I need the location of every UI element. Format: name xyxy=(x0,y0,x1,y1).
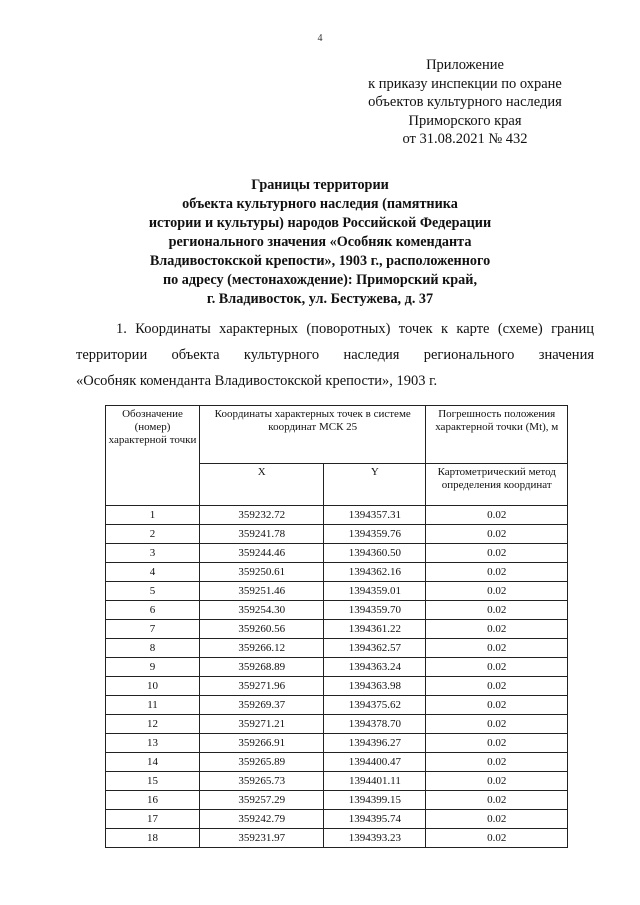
point-number-cell: 14 xyxy=(106,753,200,772)
x-cell: 359241.78 xyxy=(200,525,324,544)
error-cell: 0.02 xyxy=(426,677,568,696)
point-number-cell: 12 xyxy=(106,715,200,734)
table-row xyxy=(106,639,568,658)
x-cell: 359251.46 xyxy=(200,582,324,601)
coordinates-table xyxy=(105,405,568,848)
title-line: истории и культуры) народов Российской Федерации xyxy=(148,215,492,231)
error-cell: 0.02 xyxy=(426,601,568,620)
point-number-cell: 5 xyxy=(106,582,200,601)
table-row xyxy=(106,620,568,639)
y-cell: 1394363.98 xyxy=(324,677,426,696)
y-cell: 1394362.16 xyxy=(324,563,426,582)
table-row xyxy=(106,715,568,734)
table-row xyxy=(106,791,568,810)
x-cell: 359260.56 xyxy=(200,620,324,639)
paragraph-line: 1. Координаты характерных (поворотных) точек к карте (схеме) границ xyxy=(116,321,594,337)
x-cell: 359250.61 xyxy=(200,563,324,582)
error-cell: 0.02 xyxy=(426,810,568,829)
point-number-cell: 6 xyxy=(106,601,200,620)
point-number-cell: 17 xyxy=(106,810,200,829)
error-cell: 0.02 xyxy=(426,506,568,525)
table-row xyxy=(106,829,568,848)
x-cell: 359257.29 xyxy=(200,791,324,810)
point-number-cell: 13 xyxy=(106,734,200,753)
appendix-block xyxy=(340,56,590,149)
header-point-number: Обозначение (номер) характерной точки xyxy=(106,406,200,506)
header-coordinates: Координаты характерных точек в системе координат МСК 25 xyxy=(200,406,426,464)
error-cell: 0.02 xyxy=(426,791,568,810)
y-cell: 1394362.57 xyxy=(324,639,426,658)
y-cell: 1394401.11 xyxy=(324,772,426,791)
point-number-cell: 18 xyxy=(106,829,200,848)
header-error: Погрешность положения характерной точки (Mt), м xyxy=(426,406,568,464)
x-cell: 359266.91 xyxy=(200,734,324,753)
table-row xyxy=(106,810,568,829)
y-cell: 1394395.74 xyxy=(324,810,426,829)
title-line: Границы территории xyxy=(251,177,389,193)
y-cell: 1394399.15 xyxy=(324,791,426,810)
y-cell: 1394393.23 xyxy=(324,829,426,848)
error-cell: 0.02 xyxy=(426,563,568,582)
x-cell: 359271.21 xyxy=(200,715,324,734)
error-cell: 0.02 xyxy=(426,544,568,563)
table-row xyxy=(106,544,568,563)
table-row xyxy=(106,506,568,525)
y-cell: 1394396.27 xyxy=(324,734,426,753)
error-cell: 0.02 xyxy=(426,696,568,715)
title-line: регионального значения «Особняк коменданта xyxy=(168,234,472,250)
document-title xyxy=(60,176,580,309)
error-cell: 0.02 xyxy=(426,715,568,734)
table-body xyxy=(106,506,568,848)
title-line: по адресу (местонахождение): Приморский край, xyxy=(162,272,477,288)
appendix-line: от 31.08.2021 № 432 xyxy=(402,131,528,147)
x-cell: 359244.46 xyxy=(200,544,324,563)
y-cell: 1394359.76 xyxy=(324,525,426,544)
point-number-cell: 8 xyxy=(106,639,200,658)
x-cell: 359268.89 xyxy=(200,658,324,677)
error-cell: 0.02 xyxy=(426,734,568,753)
point-number-cell: 4 xyxy=(106,563,200,582)
header-y: Y xyxy=(324,464,426,506)
title-line: Владивостокской крепости», 1903 г., расположенного xyxy=(149,253,491,269)
table-row xyxy=(106,734,568,753)
error-cell: 0.02 xyxy=(426,639,568,658)
table-row xyxy=(106,772,568,791)
x-cell: 359266.12 xyxy=(200,639,324,658)
y-cell: 1394359.70 xyxy=(324,601,426,620)
header-x: X xyxy=(200,464,324,506)
appendix-line: к приказу инспекции по охране xyxy=(368,75,562,92)
point-number-cell: 16 xyxy=(106,791,200,810)
x-cell: 359242.79 xyxy=(200,810,324,829)
y-cell: 1394359.01 xyxy=(324,582,426,601)
header-method: Картометрический метод определения координат xyxy=(426,464,568,506)
x-cell: 359265.89 xyxy=(200,753,324,772)
error-cell: 0.02 xyxy=(426,582,568,601)
x-cell: 359254.30 xyxy=(200,601,324,620)
table-row xyxy=(106,525,568,544)
point-number-cell: 3 xyxy=(106,544,200,563)
paragraph-line: «Особняк коменданта Владивостокской крепости», 1903 г. xyxy=(76,373,438,389)
title-line: объекта культурного наследия (памятника xyxy=(182,196,458,212)
x-cell: 359265.73 xyxy=(200,772,324,791)
intro-paragraph xyxy=(76,316,594,394)
page-number: 4 xyxy=(317,33,323,44)
x-cell: 359271.96 xyxy=(200,677,324,696)
error-cell: 0.02 xyxy=(426,772,568,791)
point-number-cell: 10 xyxy=(106,677,200,696)
table-row xyxy=(106,582,568,601)
appendix-line: Приложение xyxy=(426,57,504,73)
x-cell: 359232.72 xyxy=(200,506,324,525)
point-number-cell: 11 xyxy=(106,696,200,715)
appendix-line: объектов культурного наследия xyxy=(368,94,562,110)
table-row xyxy=(106,658,568,677)
point-number-cell: 15 xyxy=(106,772,200,791)
point-number-cell: 7 xyxy=(106,620,200,639)
point-number-cell: 2 xyxy=(106,525,200,544)
error-cell: 0.02 xyxy=(426,829,568,848)
table-row xyxy=(106,696,568,715)
table-row xyxy=(106,563,568,582)
y-cell: 1394363.24 xyxy=(324,658,426,677)
y-cell: 1394400.47 xyxy=(324,753,426,772)
point-number-cell: 1 xyxy=(106,506,200,525)
y-cell: 1394360.50 xyxy=(324,544,426,563)
paragraph-line: территории объекта культурного наследия регионального значения xyxy=(76,347,594,363)
y-cell: 1394361.22 xyxy=(324,620,426,639)
error-cell: 0.02 xyxy=(426,620,568,639)
x-cell: 359231.97 xyxy=(200,829,324,848)
x-cell: 359269.37 xyxy=(200,696,324,715)
appendix-line: Приморского края xyxy=(408,112,522,129)
y-cell: 1394375.62 xyxy=(324,696,426,715)
table-row xyxy=(106,753,568,772)
error-cell: 0.02 xyxy=(426,658,568,677)
y-cell: 1394357.31 xyxy=(324,506,426,525)
table-row xyxy=(106,601,568,620)
error-cell: 0.02 xyxy=(426,525,568,544)
point-number-cell: 9 xyxy=(106,658,200,677)
y-cell: 1394378.70 xyxy=(324,715,426,734)
title-line: г. Владивосток, ул. Бестужева, д. 37 xyxy=(206,291,434,307)
error-cell: 0.02 xyxy=(426,753,568,772)
table-row xyxy=(106,677,568,696)
